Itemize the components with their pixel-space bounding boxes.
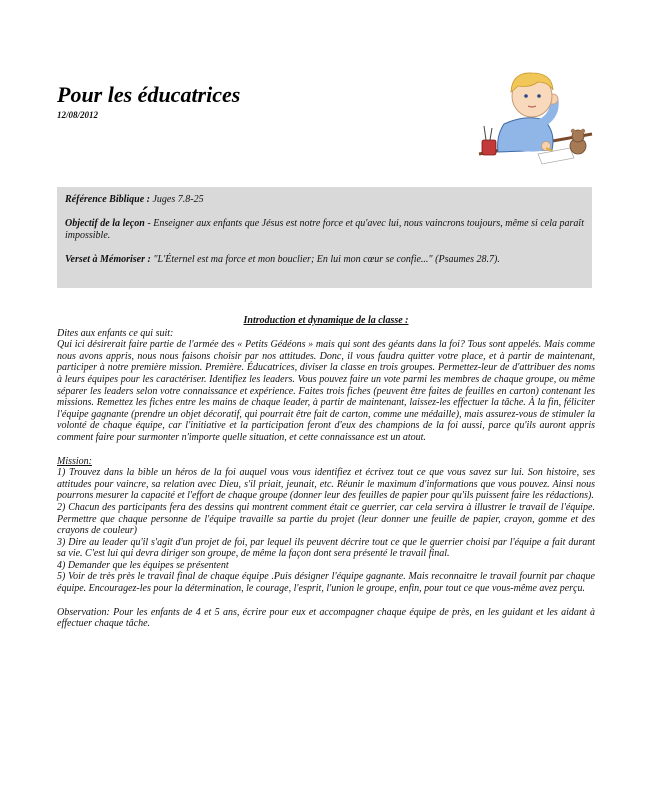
page-date: 12/08/2012 <box>57 110 99 120</box>
page-title: Pour les éducatrices <box>57 82 241 107</box>
reference-value: Juges 7.8-25 <box>152 194 204 205</box>
child-thinking-at-desk-icon <box>474 66 594 178</box>
mission-title: Mission: <box>57 455 92 467</box>
verse-text: "L'Éternel est ma force et mon bouclier; En lui mon cœur se confie..." (Psaumes 28.7). <box>150 254 500 265</box>
mission-item: 4) Demander que les équipes se présentent <box>57 559 229 571</box>
bible-reference <box>65 194 584 206</box>
lesson-content <box>57 315 595 630</box>
observation: Observation: Pour les enfants de 4 et 5 ans, écrire pour eux et accompagner chaque équipe de près, en les guidant et les aidant à effectuer chaque tâche. <box>57 606 595 630</box>
bible-reference-box <box>57 187 592 288</box>
mission-item: 3) Dire au leader qu'il s'agit d'un projet de foi, par lequel ils peuvent décrire tout ce que le guerrier choisi par l'équipe a fait durant sa vie. C'est lui qui devra diriger son groupe, de même la façon dont sera présenté le travail final. <box>57 536 595 560</box>
objective-label: Objectif de la leçon <box>65 218 145 229</box>
mission-item: 5) Voir de très près le travail final de chaque équipe .Puis désigner l'équipe gagnante. Mais reconnaitre le travail fournit par chaque équipe. Encouragez-les pour la détermination, le courage, l'esprit, l'union le groupe, enfin, pour tout ce que vous-même avez perçu. <box>57 571 595 595</box>
intro-title: Introduction et dynamique de la classe : <box>243 315 409 326</box>
intro-lead: Dites aux enfants ce qui suit: <box>57 327 174 339</box>
mission-item: 2) Chacun des participants fera des dessins qui montrent comment était ce guerrier, car cela servira à illustrer le travail de l'équipe. Permettre que chaque personne de l'équipe travaille sa partie du projet (leur donner une feuille de papier, crayon, gomme et des crayons de couleur) <box>57 501 595 537</box>
intro-body: Qui ici désirerait faire partie de l'armée des « Petits Gédéons » mais qui sont des géants dans la foi? Tous sont appelés. Mais comme nous avons appris, nous nous faisons choisir par nos attitudes. Donc, il vous faudra quitter votre place, et à partir de maintenant, participer à notre première mission. Première. Éducatrices, diviser la classe en trois groupes. Permettez-leur de d'attribuer des noms à leurs équipes pour les caractériser. Identifiez les leaders. Vous pouvez faire un vote parmi les membres de chaque groupe, ou même séparer les leaders selon votre connaissance et expérience. Faites trois fiches (peuvent être faites de feuilles en carton) contenant les missions. Remettez les fiches entre les mains de chaque leader, à partir de maintenant, laissez-les effectuer la tâche. À la fin, féliciter l'équipe gagnante (prendre un objet décoratif, qui pourrait être fait de carton, comme une médaille), mais assurez-vous de stimuler la volonté de chaque équipe, car l'initiative et la participation feront d'eux des champions de la foi aussi, parce qu'ils auront appris comment faire pour surmonter n'importe quelle situation, et cette connaissance est un atout. <box>57 339 595 443</box>
verse-label: Verset à Mémoriser : <box>65 254 151 265</box>
reference-label: Référence Biblique : <box>65 194 150 205</box>
memory-verse <box>65 254 584 266</box>
lesson-objective <box>65 218 584 242</box>
mission-item: 1) Trouvez dans la bible un héros de la foi auquel vous vous identifiez et écrivez tout ce que vous savez sur lui. Son histoire, ses attitudes pour vaincre, sa relation avec Dieu, s'il priait, jeunait, etc. Réunir le maximum d'informations que vous pouvez. Ainsi nous pourrons mesurer la capacité et l'effort de chaque groupe (donner leur des feuilles de papier pour qu'ils puissent faire les rédactions). <box>57 467 595 502</box>
objective-text: - Enseigner aux enfants que Jésus est notre force et qu'avec lui, nous vaincrons toujours, même si cela paraît impossible. <box>65 218 584 241</box>
